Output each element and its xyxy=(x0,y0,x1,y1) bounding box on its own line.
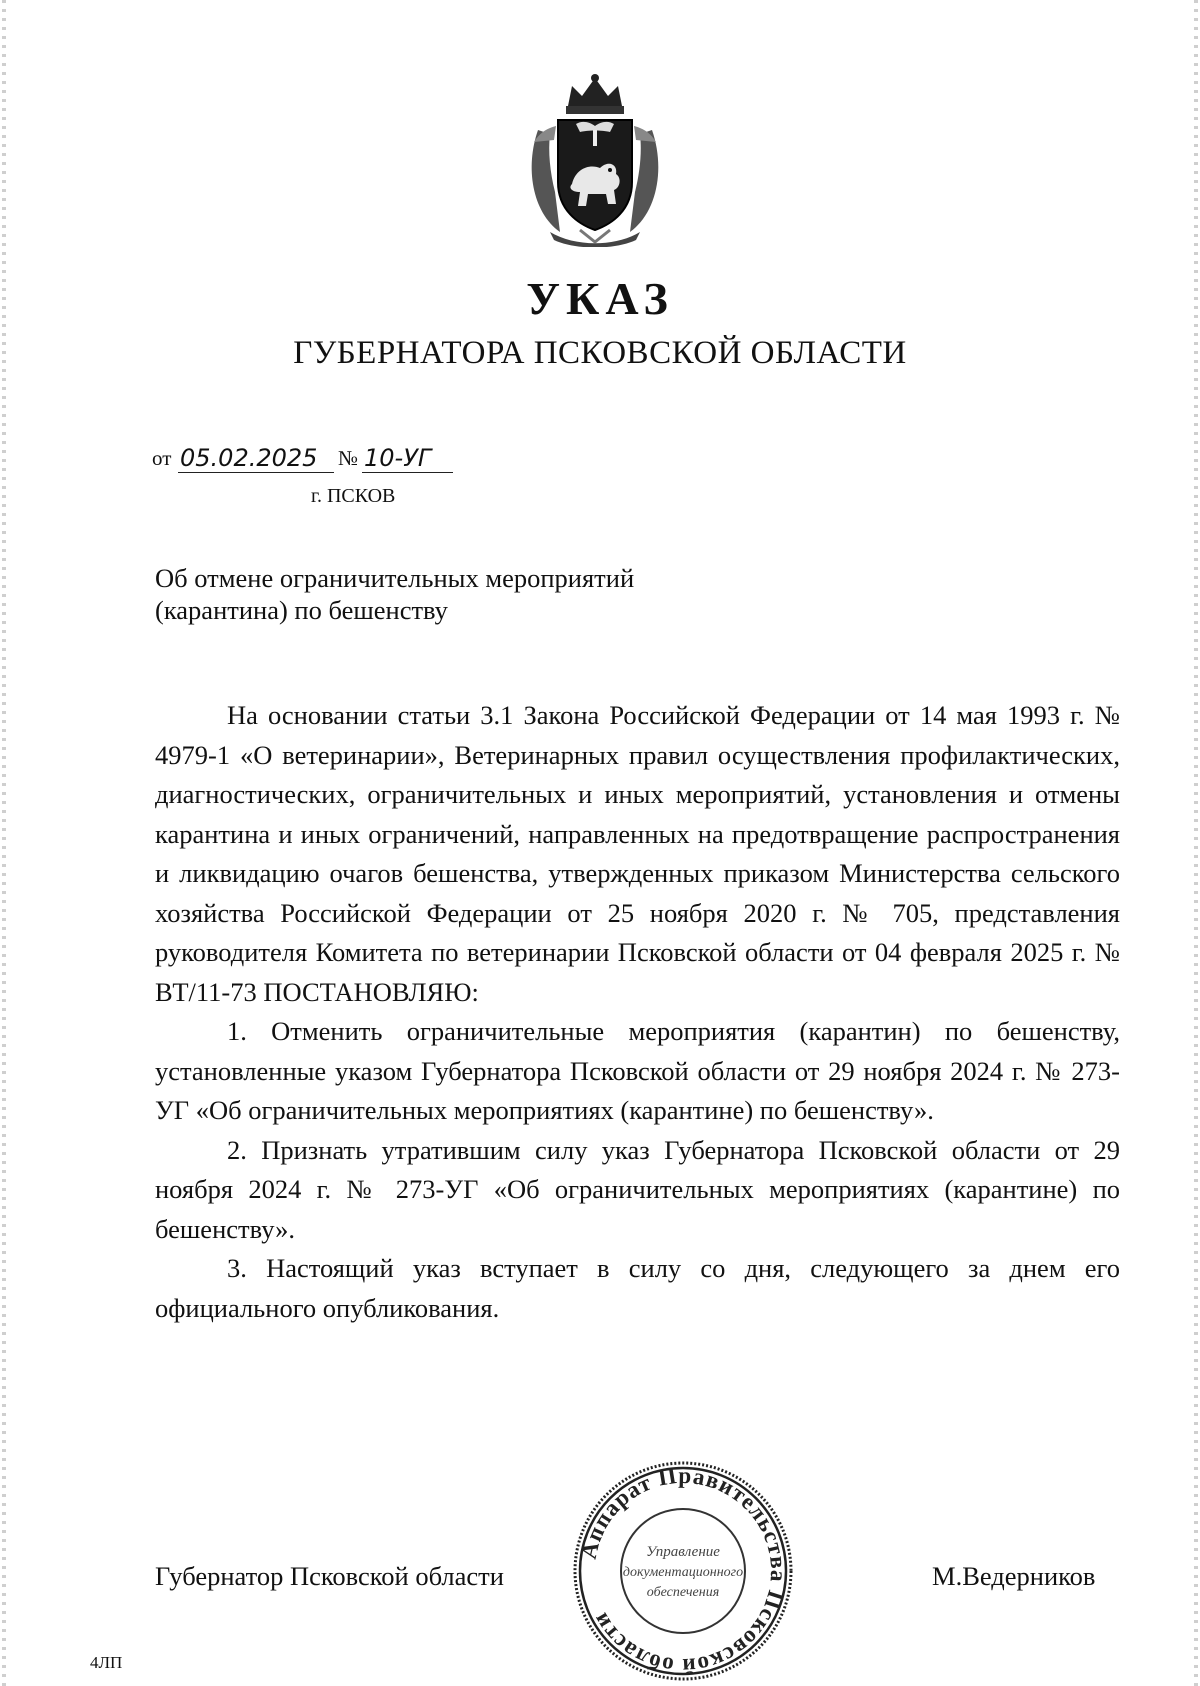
official-seal-stamp xyxy=(568,1456,798,1686)
number-prefix: № xyxy=(338,446,359,470)
body-preamble: На основании статьи 3.1 Закона Российской Федерации от 14 мая 1993 г. № 4979-1 «О ветеринарии», Ветеринарных правил осуществления профилактических, диагностических, ограничительных и иных мероприятий, установления и отмены карантина и иных ограничений, направленных на предотвращение распространения и ликвидацию очагов бешенства, утвержденных приказом Министерства сельского хозяйства Российской Федерации от 25 ноября 2020 г. № 705, представления руководителя Комитета по ветеринарии Псковской области от 04 февраля 2025 г. № ВТ/11-73 ПОСТАНОВЛЯЮ: xyxy=(155,700,1120,1007)
seal-outer-text: Аппарат Правительства Псковской области xyxy=(575,1462,792,1680)
scan-edge-left xyxy=(2,0,6,1686)
body-item-3: 3. Настоящий указ вступает в силу со дня, следующего за днем его официального опубликования. xyxy=(155,1253,1120,1323)
handwritten-date: 05.02.2025 xyxy=(178,444,334,473)
document-title: УКАЗ xyxy=(526,273,674,324)
subject-line-2: (карантина) по бешенству xyxy=(155,595,448,625)
handwritten-number: 10-УГ xyxy=(362,444,453,473)
subject-line-1: Об отмене ограничительных мероприятий xyxy=(155,563,635,593)
document-body xyxy=(155,696,1120,1328)
seal-inner-line-2: документационного xyxy=(622,1565,744,1580)
body-item-2: 2. Признать утратившим силу указ Губернатора Псковской области от 29 ноября 2024 г. № 273-УГ «Об ограничительных мероприятиях (карантине) по бешенству». xyxy=(155,1134,1120,1244)
date-number-line xyxy=(152,443,512,473)
document-code: 4ЛП xyxy=(90,1653,123,1672)
seal-inner-line-1: Управление xyxy=(646,1544,720,1560)
body-item-1: 1. Отменить ограничительные мероприятия (карантин) по бешенству, установленные указом Губернатора Псковской области от 29 ноября 2024 г. № 273-УГ «Об ограничительных мероприятиях (карантине) по бешенству». xyxy=(155,1016,1120,1125)
date-prefix: от xyxy=(152,446,172,470)
seal-inner-line-3: обеспечения xyxy=(646,1585,720,1600)
document-subtitle: ГУБЕРНАТОРА ПСКОВСКОЙ ОБЛАСТИ xyxy=(293,335,907,371)
signatory-position: Губернатор Псковской области xyxy=(155,1561,504,1591)
signatory-name: М.Ведерников xyxy=(932,1561,1096,1591)
coat-of-arms-emblem xyxy=(520,72,670,247)
city-label: г. ПСКОВ xyxy=(311,485,396,507)
scan-edge-right xyxy=(1194,0,1198,1686)
document-subject xyxy=(155,562,755,626)
